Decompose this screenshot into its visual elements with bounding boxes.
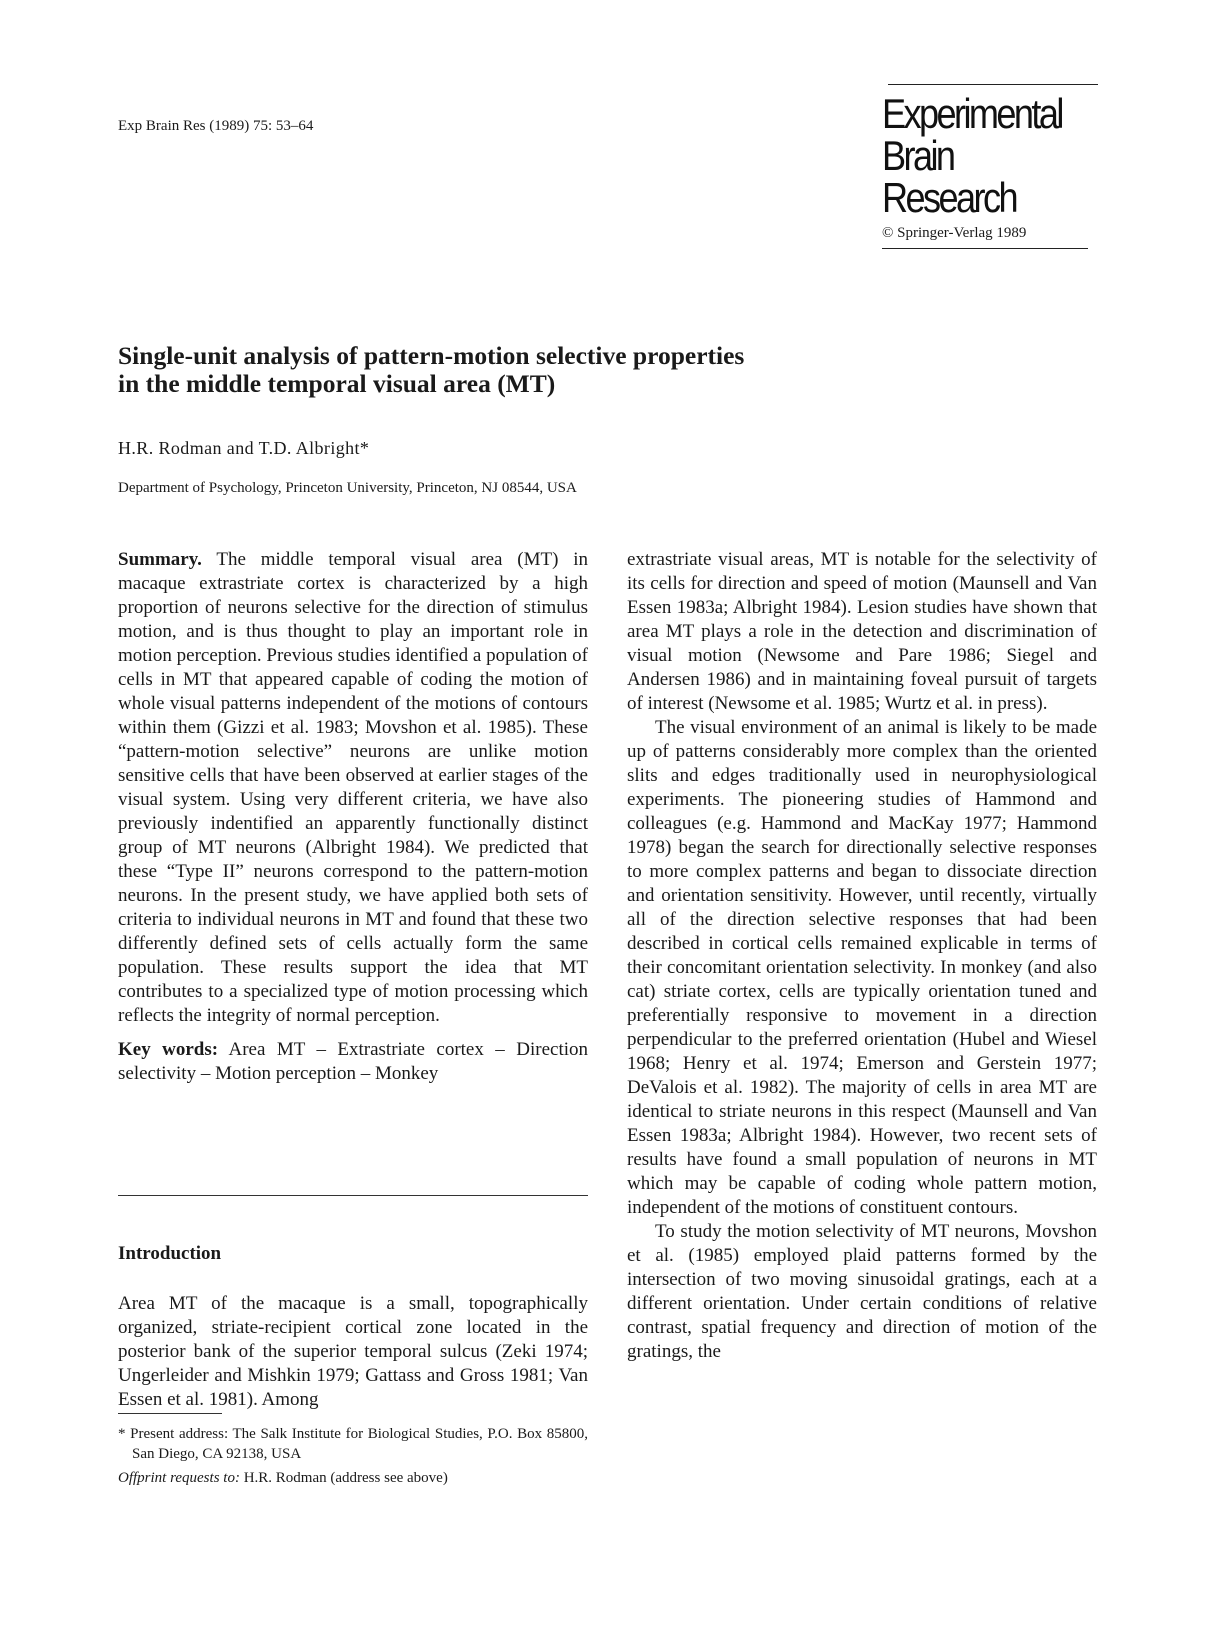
footnote-offprint	[118, 1468, 588, 1488]
keywords-label: Key words:	[118, 1039, 219, 1060]
summary-label: Summary.	[118, 549, 202, 570]
section-divider	[118, 1195, 588, 1196]
right-paragraph-2: The visual environment of an animal is likely to be made up of patterns considerably more complex than the oriented slits and edges traditionally used in neurophysiological experiments. The pioneering studies of Hammond and colleagues (e.g. Hammond and MacKay 1977; Hammond 1978) began the search for directionally selective responses to more complex patterns and began to dissociate direction and orientation sensitivity. However, until recently, virtually all of the direction selective responses that had been described in cortical cells remained explicable in terms of their concomitant orientation selectivity. In monkey (and also cat) striate cortex, cells are typically orientation tuned and preferentially responsive to movement in a direction perpendicular to the preferred orientation (Hubel and Wiesel 1968; Henry et al. 1974; Emerson and Gerstein 1977; DeValois et al. 1982). The majority of cells in area MT are identical to striate neurons in this respect (Maunsell and Van Essen 1983a; Albright 1984). However, two recent sets of results have found a small population of neurons in MT which may be capable of coding whole pattern motion, independent of the motions of constituent contours.	[627, 717, 1097, 1218]
summary-text: The middle temporal visual area (MT) in macaque extrastriate cortex is characterized by a high proportion of neurons selective for the direction of stimulus motion, and is thus thought to play an important role in motion perception. Previous studies identified a population of cells in MT that appeared capable of coding the motion of whole visual patterns independent of the motions of contours within them (Gizzi et al. 1983; Movshon et al. 1985). These “pattern-motion selective” neurons are unlike motion sensitive cells that have been observed at earlier stages of the visual system. Using very different criteria, we have also previously indentified an apparently functionally distinct group of MT neurons (Albright 1984). We predicted that these “Type II” neurons correspond to the pattern-motion neurons. In the present study, we have applied both sets of criteria to individual neurons in MT and found that these two differently defined sets of cells actually form the same population. These results support the idea that MT contributes to a specialized type of motion processing which reflects the integrity of normal perception.	[118, 549, 588, 1026]
masthead-bottom-rule	[882, 248, 1088, 249]
authors: H.R. Rodman and T.D. Albright*	[118, 438, 370, 458]
right-paragraph-3: To study the motion selectivity of MT neurons, Movshon et al. (1985) employed plaid patterns formed by the intersection of two moving sinusoidal gratings, each at a different orientation. Under certain conditions of relative contrast, spatial frequency and direction of motion of the gratings, the	[627, 1221, 1097, 1362]
article-title-line1: Single-unit analysis of pattern-motion selective properties	[118, 341, 745, 370]
masthead-top-rule	[888, 84, 1098, 85]
offprint-text: H.R. Rodman (address see above)	[243, 1470, 448, 1486]
footnote-present-address: * Present address: The Salk Institute for Biological Studies, P.O. Box 85800, San Diego, CA 92138, USA	[118, 1426, 588, 1462]
left-column	[118, 548, 588, 1086]
journal-name-line1: Experimental	[882, 90, 1062, 137]
keywords-paragraph	[118, 1038, 588, 1086]
footnote-rule	[118, 1413, 222, 1414]
introduction-text: Area MT of the macaque is a small, topographically organized, striate-recipient cortical zone located in the posterior bank of the superior temporal sulcus (Zeki 1974; Ungerleider and Mishkin 1979; Gattass and Gross 1981; Van Essen et al. 1981). Among	[118, 1293, 588, 1410]
introduction-body	[118, 1292, 588, 1412]
footnotes	[118, 1424, 588, 1488]
summary-paragraph	[118, 548, 588, 1028]
right-column	[627, 548, 1097, 1364]
journal-masthead	[882, 84, 1098, 249]
journal-name-line2: Brain Research	[882, 132, 1016, 221]
introduction-heading: Introduction	[118, 1243, 222, 1264]
article-title	[118, 342, 878, 398]
keywords-text: Area MT – Extrastriate cortex – Direction selectivity – Motion perception – Monkey	[118, 1039, 588, 1084]
journal-citation: Exp Brain Res (1989) 75: 53–64	[118, 118, 314, 134]
journal-name	[882, 90, 1068, 221]
affiliation: Department of Psychology, Princeton University, Princeton, NJ 08544, USA	[118, 480, 577, 496]
copyright-notice: © Springer-Verlag 1989	[882, 225, 1027, 241]
article-title-line2: in the middle temporal visual area (MT)	[118, 369, 556, 398]
right-paragraph-1: extrastriate visual areas, MT is notable for the selectivity of its cells for direction and speed of motion (Maunsell and Van Essen 1983a; Albright 1984). Lesion studies have shown that area MT plays a role in the detection and discrimination of visual motion (Newsome and Pare 1986; Siegel and Andersen 1986) and in maintaining foveal pursuit of targets of interest (Newsome et al. 1985; Wurtz et al. in press).	[627, 549, 1097, 714]
offprint-label: Offprint requests to:	[118, 1470, 240, 1486]
